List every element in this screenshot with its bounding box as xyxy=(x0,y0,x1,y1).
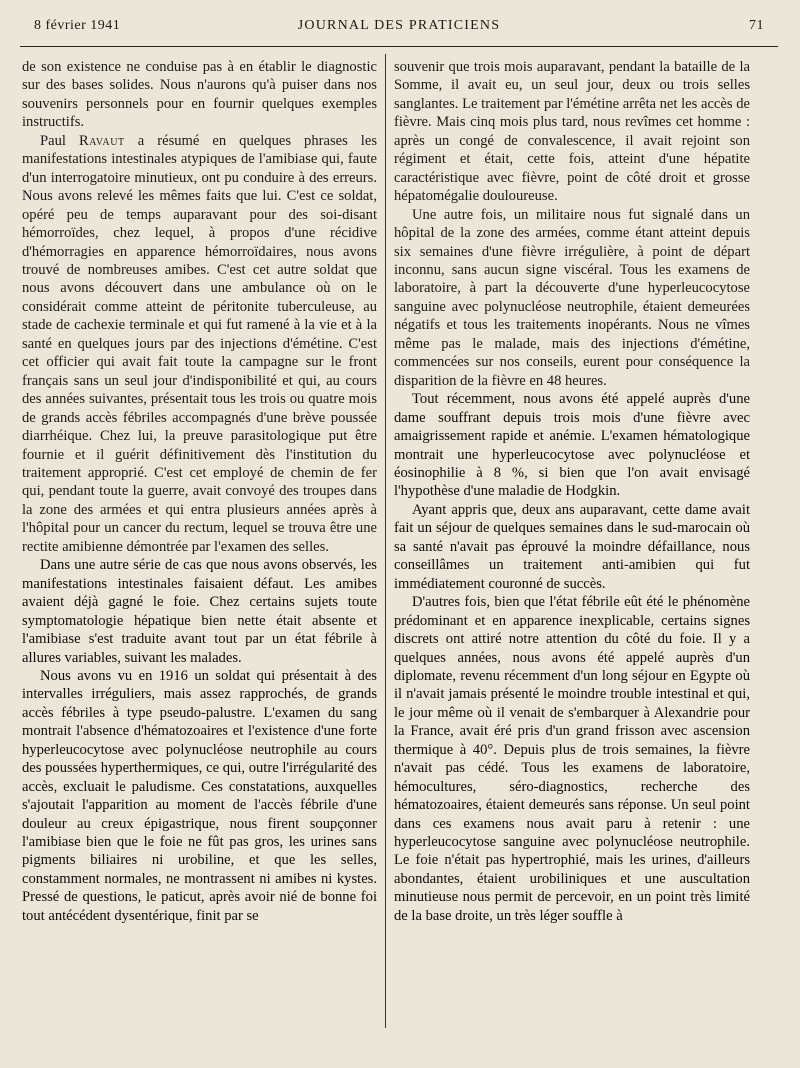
journal-title: JOURNAL DES PRATICIENS xyxy=(297,18,501,33)
running-head xyxy=(20,18,778,38)
header-rule xyxy=(20,46,778,47)
paragraph: de son existence ne conduise pas à en établir le diagnostic sur des bases solides. Nous n'aurons qu'à puiser dans nos souvenirs personnels pour en fournir quelques exemples instructifs. xyxy=(22,59,377,131)
paragraph: souvenir que trois mois auparavant, pendant la bataille de la Somme, il avait eu, un seul jour, deux ou trois selles sanglantes. Le traitement par l'émétine arrêta net les accès de fièvre. Mais cinq mois plus tard, nous revîmes cet homme : après un congé de convalescence, il avait rejoint son régiment et était, cette fois, atteint d'une hépatite caractéristique avec fièvre, point de côté droit et grosse hépatomégalie douloureuse. xyxy=(394,59,750,205)
page-number: 71 xyxy=(749,18,764,33)
paragraph-text: a résumé en quelques phrases les manifestations intestinales atypiques de l'amibiase qui, faute d'un interrogatoire minutieux, ont pu conduire à des erreurs. Nous avons relevé les mêmes faits que lui. C'est ce soldat, opéré peu de temps auparavant pour des soi-disant hémorroïdes, chez lequel, à propos d'une récidive d'hémorragies en apparence hémorroïdaires, nous avons trouvé de nombreuses amibes. C'est cet autre soldat que nous avons découvert dans une ambulance où on le considérait comme atteint de péritonite tuberculeuse, au stade de cachexie terminale et qui fut ramené à la vie et à la santé en quelques jours par des injections d'émétine. C'est cet officier qui avait fait toute la campagne sur le front français sans un seul jour d'indisponibilité et qui, au cours des années suivantes, présentait tous les trois ou quatre mois de grands accès fébriles accompagnés d'une brève poussée diarrhéique. Chez lui, la preuve parasitologique put être fournie et il guérit définitivement dès l'institution du traitement approprié. C'est cet employé de chemin de fer qui, pendant toute la guerre, avait convoyé des troupes dans la zone des armées et qui entra plusieurs années après à l'hôpital pour un cancer du rectum, lequel se trouva être une rectite amibienne démontrée par l'examen des selles. xyxy=(22,132,377,555)
paragraph: Une autre fois, un militaire nous fut signalé dans un hôpital de la zone des armées, comme étant atteint depuis six semaines d'une fièvre irrégulière, à point de départ inconnu, sans aucun signe viscéral. Tous les examens de laboratoire, à part la découverte d'une hyperleucocytose sanguine avec polynucléose neutrophile, étaient demeurées négatifs et tous les traitements inopérants. Nous ne vîmes même pas le malade, mais des injections d'émétine, commencées sur nos conseils, eurent pour conséquence la disparition de la fièvre en 48 heures. xyxy=(394,206,750,389)
author-first-name: Paul xyxy=(40,132,66,149)
issue-date: 8 février 1941 xyxy=(34,18,121,33)
author-surname: Ravaut xyxy=(78,132,125,149)
right-column xyxy=(394,58,750,1044)
paragraph: Ayant appris que, deux ans auparavant, cette dame avait fait un séjour de quelques semaines dans le sud-marocain où sa santé n'avait pas éprouvé la moindre défaillance, nous conseillâmes un traitement anti-amibien qui fut immédiatement couronné de succès. xyxy=(394,501,750,592)
paragraph: Tout récemment, nous avons été appelé auprès d'une dame souffrant depuis trois mois d'une fièvre avec amaigrissement rapide et anémie. L'examen hématologique montrait une hyperleucocytose avec polynucléose et éosinophilie à 8 %, si bien que l'on avait envisagé l'hypothèse d'une maladie de Hodgkin. xyxy=(394,391,750,500)
paragraph: D'autres fois, bien que l'état fébrile eût été le phénomène prédominant et en apparence inexplicable, certains signes discrets ont attiré notre attention du côté du foie. Il y a quelques années, nous avons été appelé auprès d'un diplomate, revenu récemment d'un long séjour en Egypte où il n'avait jamais présenté le moindre trouble intestinal et qui, le jour même où il venait de s'embarquer à Alexandrie pour la France, avait éré pris d'un grand frisson avec ascension thermique à 40°. Depuis plus de trois semaines, la fièvre n'avait pas cédé. Tous les examens de laboratoire, hémocultures, séro-diagnostics, recherche des hématozoaires, étaient demeurés sans réponse. Un seul point dans ces examens nous avait paru à retenir : une hyperleucocytose sanguine avec polynucléose neutrophile. Le foie n'était pas hypertrophié, mais les urines, d'ailleurs abondantes, étaient urobiliniques et une auscultation minutieuse nous permit de percevoir, en un point très limité de la base droite, un très léger souffle à xyxy=(394,594,750,924)
paragraph: Nous avons vu en 1916 un soldat qui présentait à des intervalles irréguliers, mais assez rapprochés, de grands accès fébriles à type pseudo-palustre. L'examen du sang montrait l'absence d'hématozoaires et l'existence d'une forte hyperleucocytose avec polynucléose neutrophile au cours des poussées hyperthermiques, ce qui, outre l'irrégularité des accès, excluait le paludisme. Ces constatations, auxquelles s'ajoutait l'apparition au moment de l'accès fébrile d'une douleur au creux épigastrique, nous firent soupçonner l'amibiase bien que le foie ne fût pas gros, les urines sans pigments biliaires ni urobiline, et que les selles, constamment normales, ne montrassent ni amibes ni kystes. Pressé de questions, le paticut, après avoir nié de bonne foi tout antécédent dysentérique, finit par se xyxy=(22,667,377,924)
paragraph: Dans une autre série de cas que nous avons observés, les manifestations intestinales faisaient défaut. Les amibes avaient déjà gagné le foie. Chez certains sujets toute symptomatologie hépatique bien nette était absente et l'amibiase s'est traduite avant tout par un état fébrile à allures variables, suivant les malades. xyxy=(22,557,377,666)
left-column xyxy=(22,58,377,1044)
column-divider xyxy=(385,54,386,1028)
paragraph xyxy=(22,132,377,556)
